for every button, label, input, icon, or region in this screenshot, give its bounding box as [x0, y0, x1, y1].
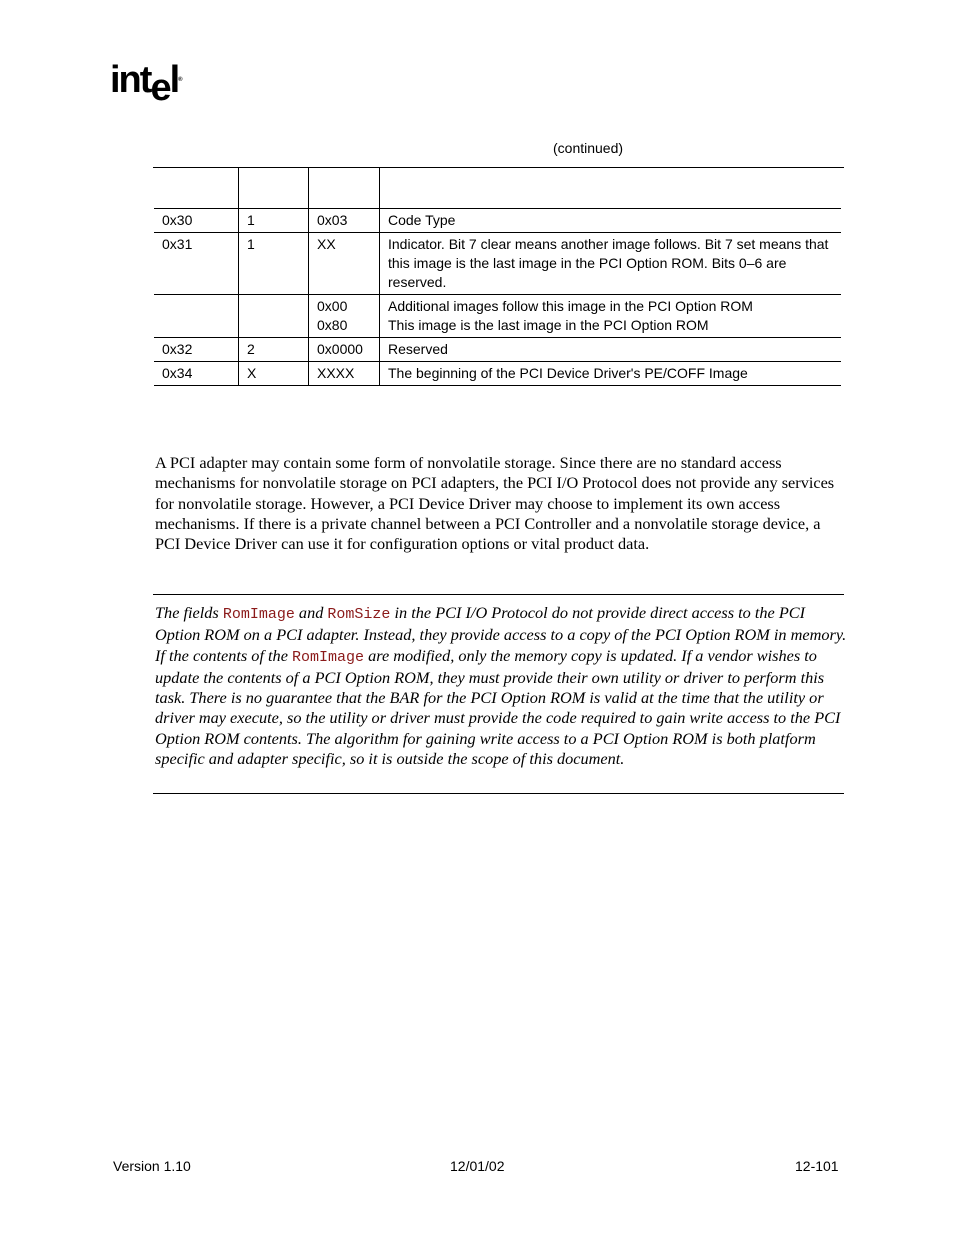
- footer-page-number: 12-101: [795, 1158, 839, 1174]
- value-cell: XXXX: [309, 362, 380, 386]
- description-cell: The beginning of the PCI Device Driver's PE/COFF Image: [380, 362, 842, 386]
- note-bottom-rule: [153, 793, 844, 794]
- description-line: Additional images follow this image in the PCI Option ROM: [388, 298, 753, 314]
- code-romimage: RomImage: [222, 606, 295, 623]
- description-cell: Code Type: [380, 209, 842, 233]
- value-line: 0x80: [317, 317, 348, 333]
- table-continued-label: (continued): [553, 140, 624, 156]
- value-cell: 0x0000: [309, 338, 380, 362]
- size-cell: 1: [239, 233, 309, 295]
- description-cell: Indicator. Bit 7 clear means another image follows. Bit 7 set means that this image is the last image in the PCI Option ROM. Bits 0–6 are reserved.: [380, 233, 842, 295]
- value-cell: [309, 295, 380, 338]
- code-romimage: RomImage: [292, 648, 365, 666]
- footer-date: 12/01/02: [450, 1158, 505, 1174]
- description-cell: Reserved: [380, 338, 842, 362]
- value-cell: 0x03: [309, 209, 380, 233]
- offset-cell: 0x30: [154, 209, 239, 233]
- note-top-rule: [153, 594, 844, 595]
- table-row: [154, 233, 841, 295]
- body-paragraph: A PCI adapter may contain some form of nonvolatile storage. Since there are no standard access mechanisms for nonvolatile storage on PCI adapters, the PCI I/O Protocol does not provide any services for nonvolatile storage. However, a PCI Device Driver may choose to implement its own access mechanisms. If there is a private channel between a PCI Controller and a nonvolatile storage device, a PCI Device Driver can use it for configuration options or vital product data.: [155, 453, 835, 554]
- size-cell: 2: [239, 338, 309, 362]
- pci-rom-header-table: [154, 168, 841, 386]
- table-row: [154, 209, 841, 233]
- table-row: [154, 338, 841, 362]
- code-romsize: RomSize: [327, 606, 391, 623]
- value-cell: XX: [309, 233, 380, 295]
- footer-version: Version 1.10: [113, 1158, 191, 1174]
- value-line: 0x00: [317, 298, 348, 314]
- table-header-row: [154, 168, 841, 209]
- description-line: This image is the last image in the PCI Option ROM: [388, 317, 709, 333]
- description-cell: [380, 295, 842, 338]
- table-row: [154, 362, 841, 386]
- size-cell: [239, 295, 309, 338]
- offset-cell: [154, 295, 239, 338]
- offset-cell: 0x32: [154, 338, 239, 362]
- note-text: The fields RomImage and RomSize in the PCI I/O Protocol do not provide direct access to the PCI Option ROM on a PCI adapter. Instead, they provide access to a copy of the PCI Option ROM in memory. If the contents of the RomImage are modified, only the memory copy is updated. If a vendor wishes to update the contents of a PCI Option ROM, they must provide their own utility or driver to perform this task. There is no guarantee that the BAR for the PCI Option ROM is valid at the time that the utility or driver may execute, so the utility or driver must provide the code required to gain write access to the PCI Option ROM contents. The algorithm for gaining write access to a PCI Option ROM is both platform specific and adapter specific, so it is outside the scope of this document.: [155, 603, 847, 769]
- offset-cell: 0x31: [154, 233, 239, 295]
- intel-logo: intel®: [110, 59, 183, 109]
- size-cell: 1: [239, 209, 309, 233]
- size-cell: X: [239, 362, 309, 386]
- table-row: [154, 295, 841, 338]
- offset-cell: 0x34: [154, 362, 239, 386]
